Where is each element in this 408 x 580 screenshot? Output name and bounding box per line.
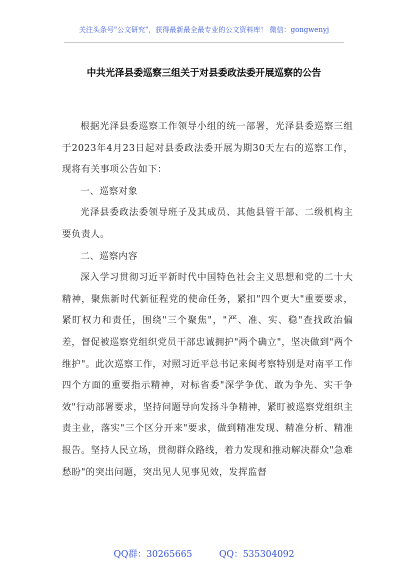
section-heading-content: 二、巡察内容 — [80, 250, 138, 262]
document-title: 中共光泽县委巡察三组关于对县委政法委开展巡察的公告 — [86, 68, 322, 79]
footer-qq-number: QQ：535304092 — [219, 550, 295, 560]
scope-paragraph: 光泽县委政法委领导班子及其成员、其他县管干部、二级机构主要负责人。 — [62, 207, 353, 240]
section-heading-scope: 一、巡察对象 — [80, 185, 138, 197]
footer — [0, 550, 408, 561]
document-body — [62, 116, 353, 483]
header-divider — [64, 42, 344, 43]
content-paragraph: 深入学习贯彻习近平新时代中国特色社会主义思想和党的二十大精神，聚焦新时代新征程党的使命任务，紧扣"四个更大"重要要求，紧盯权力和责任，围绕"三个聚焦"，"严、准、实、稳"查找政治偏差，督促被巡察党组织党员干部忠诚拥护"两个确立"，坚决做到"两个维护"。此次巡察工作，对照习近平总书记来闽考察特别是对南平工作四个方面的重要指示精神，对标省委"深学争优、敢为争先、实干争效"行动部署要求，坚持问题导向发扬斗争精神，紧盯被巡察党组织主责主业，落实"三个区分开来"要求，做到精准发现、精准分析、精准报告。坚持人民立场，贯彻群众路线，着力发现和推动解决群众"急难愁盼"的突出问题，突出见人见事见效，发挥监督 — [62, 272, 353, 478]
intro-paragraph: 根据光泽县委巡察工作领导小组的统一部署，光泽县委巡察三组于2023年4月23日起对县委政法委开展为期30天左右的巡察工作，现将有关事项公告如下： — [62, 121, 353, 176]
footer-qq-group: QQ群：30265665 — [113, 550, 193, 560]
header-banner: 关注头条号"公文研究"，获得最新最全最专业的公文资料库！ 微信：gongwenyj — [78, 26, 330, 34]
